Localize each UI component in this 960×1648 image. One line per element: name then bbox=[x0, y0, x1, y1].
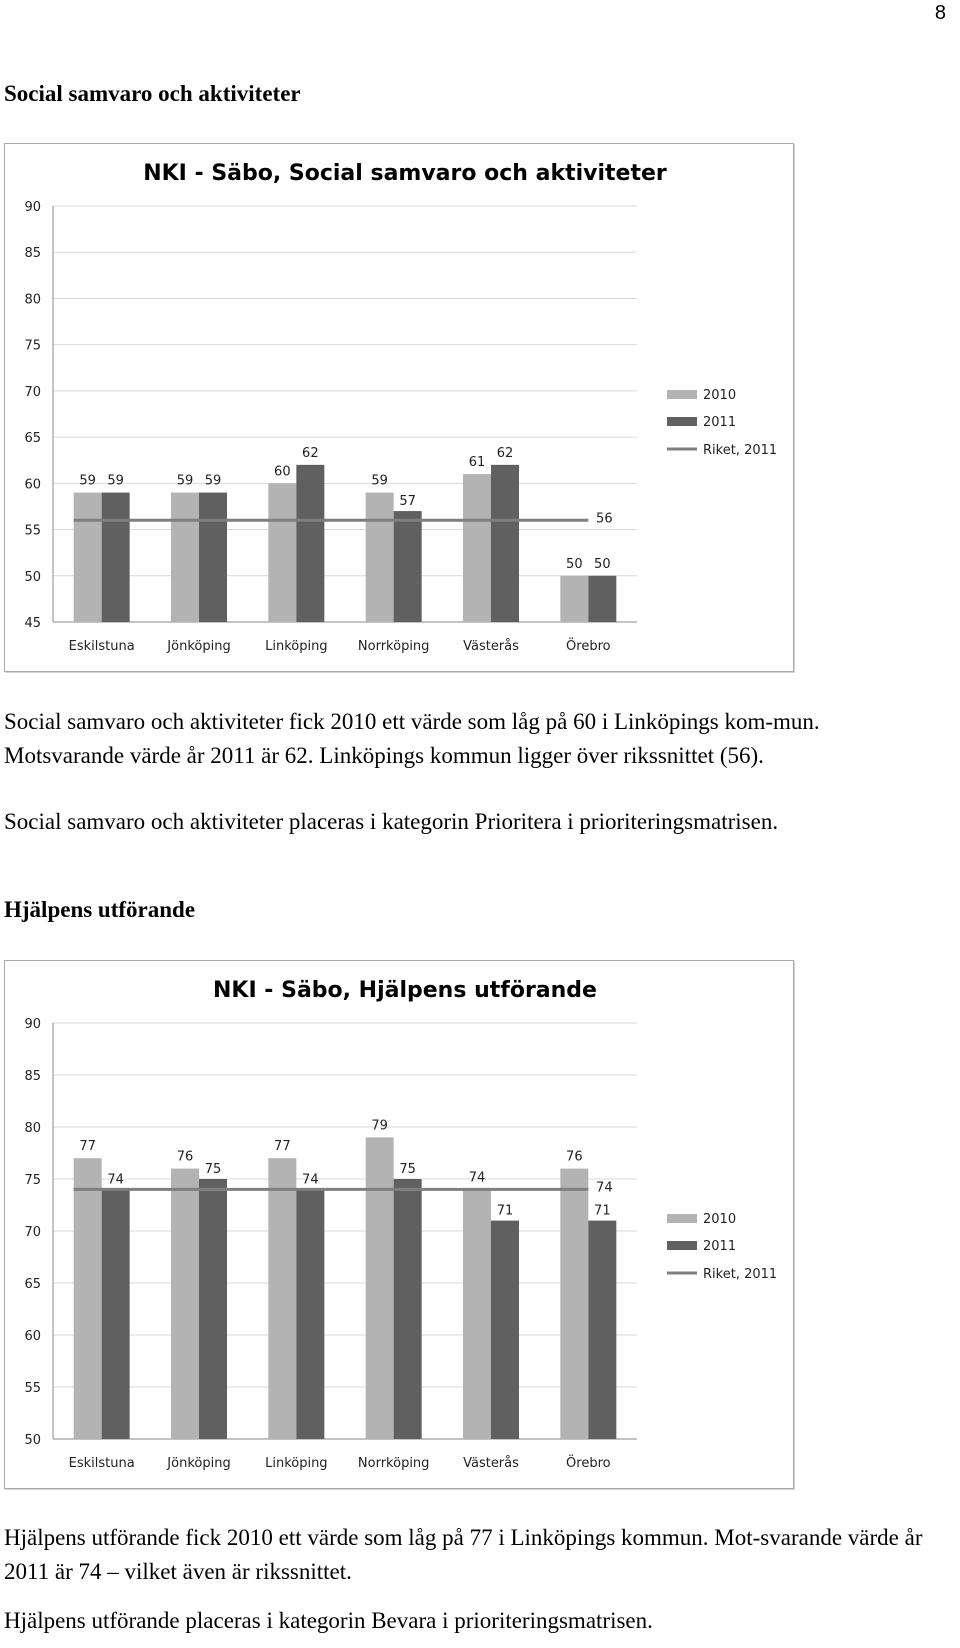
reference-line-label: 74 bbox=[596, 1180, 613, 1196]
x-tick-label-linköping: Linköping bbox=[265, 1456, 328, 1471]
y-tick-label-60: 60 bbox=[24, 477, 41, 493]
bar-2010-jönköping bbox=[171, 493, 199, 622]
bar-2010-linköping bbox=[268, 483, 296, 622]
bar-2011-eskilstuna bbox=[102, 493, 130, 622]
x-tick-label-linköping: Linköping bbox=[265, 639, 328, 654]
bar-2011-västerås bbox=[491, 1221, 519, 1439]
page-number: 8 bbox=[934, 2, 946, 24]
data-label-2011-örebro: 71 bbox=[594, 1203, 611, 1219]
x-tick-label-eskilstuna: Eskilstuna bbox=[68, 1456, 135, 1471]
x-tick-label-jönköping: Jönköping bbox=[167, 1456, 231, 1471]
legend-swatch-2010 bbox=[667, 1214, 697, 1223]
data-label-2010-örebro: 50 bbox=[566, 556, 583, 572]
chart-social-samvaro bbox=[4, 143, 794, 672]
chart-title: NKI - Säbo, Hjälpens utförande bbox=[213, 978, 597, 1003]
bar-2010-jönköping bbox=[171, 1169, 199, 1439]
bar-2011-eskilstuna bbox=[102, 1189, 130, 1439]
bar-2010-västerås bbox=[463, 1189, 491, 1439]
data-label-2010-norrköping: 59 bbox=[371, 473, 388, 489]
data-label-2010-västerås: 74 bbox=[468, 1170, 486, 1186]
data-label-2010-jönköping: 59 bbox=[176, 473, 194, 489]
legend-label-2011: 2011 bbox=[703, 1239, 737, 1254]
x-tick-label-jönköping: Jönköping bbox=[167, 639, 231, 654]
y-tick-label-90: 90 bbox=[24, 1017, 41, 1032]
legend-label-riket: Riket, 2011 bbox=[703, 443, 778, 458]
x-tick-label-örebro: Örebro bbox=[566, 639, 611, 654]
paragraph-social-2: Social samvaro och aktiviteter placeras i kategorin Prioritera i prioriteringsmatrisen. bbox=[4, 809, 779, 834]
chart-hjalpens-svg bbox=[5, 961, 793, 1488]
x-tick-label-norrköping: Norrköping bbox=[357, 1456, 430, 1471]
y-tick-label-75: 75 bbox=[24, 1173, 41, 1188]
data-label-2010-eskilstuna: 77 bbox=[79, 1139, 96, 1155]
data-label-2010-norrköping: 79 bbox=[371, 1118, 388, 1134]
data-label-2011-eskilstuna: 59 bbox=[107, 473, 124, 489]
bar-2011-västerås bbox=[491, 465, 519, 622]
data-label-2011-eskilstuna: 74 bbox=[107, 1172, 124, 1188]
bar-2010-norrköping bbox=[366, 493, 394, 622]
data-label-2010-västerås: 61 bbox=[468, 455, 486, 471]
bar-2011-jönköping bbox=[199, 1179, 227, 1439]
bar-2010-norrköping bbox=[366, 1137, 394, 1439]
data-label-2011-norrköping: 57 bbox=[399, 494, 416, 510]
legend-swatch-2010 bbox=[667, 390, 697, 399]
bar-2011-linköping bbox=[296, 1189, 324, 1439]
bar-2010-västerås bbox=[463, 474, 491, 622]
data-label-2010-linköping: 60 bbox=[274, 464, 291, 480]
legend-label-2010: 2010 bbox=[703, 388, 737, 403]
y-tick-label-90: 90 bbox=[24, 200, 41, 215]
bar-2011-jönköping bbox=[199, 493, 227, 622]
x-tick-label-västerås: Västerås bbox=[463, 639, 519, 654]
bar-2010-eskilstuna bbox=[74, 1158, 102, 1439]
legend-swatch-2011 bbox=[667, 1241, 697, 1250]
legend-label-riket: Riket, 2011 bbox=[703, 1267, 778, 1282]
y-tick-label-80: 80 bbox=[24, 1121, 41, 1136]
y-tick-label-75: 75 bbox=[24, 338, 41, 354]
data-label-2010-linköping: 77 bbox=[274, 1139, 291, 1155]
data-label-2011-jönköping: 75 bbox=[204, 1162, 222, 1177]
y-tick-label-65: 65 bbox=[24, 431, 41, 447]
section-heading-social: Social samvaro och aktiviteter bbox=[4, 81, 301, 106]
section-heading-hjalpens: Hjälpens utförande bbox=[4, 897, 196, 922]
bar-2011-norrköping bbox=[394, 511, 422, 622]
chart-title: NKI - Säbo, Social samvaro och aktiviteter bbox=[143, 161, 667, 186]
y-tick-label-45: 45 bbox=[24, 616, 41, 631]
bar-2011-örebro bbox=[588, 1221, 616, 1439]
paragraph-hjalpens-1: Hjälpens utförande fick 2010 ett värde som låg på 77 i Linköpings kommun. Mot-svarande värde år 2011 är 74 – vilket även är rikssnittet. bbox=[4, 1525, 923, 1584]
bar-2011-örebro bbox=[588, 576, 616, 622]
bar-2010-linköping bbox=[268, 1158, 296, 1439]
y-tick-label-60: 60 bbox=[24, 1329, 41, 1344]
data-label-2011-västerås: 71 bbox=[496, 1203, 514, 1219]
chart-hjalpens-utforande bbox=[4, 960, 794, 1489]
data-label-2011-linköping: 62 bbox=[302, 445, 319, 461]
data-label-2010-eskilstuna: 59 bbox=[79, 473, 96, 489]
bar-2010-örebro bbox=[560, 576, 588, 622]
data-label-2011-jönköping: 59 bbox=[204, 473, 222, 489]
paragraph-hjalpens-2: Hjälpens utförande placeras i kategorin Bevara i prioriteringsmatrisen. bbox=[4, 1608, 653, 1633]
x-tick-label-örebro: Örebro bbox=[566, 1456, 611, 1471]
data-label-2011-norrköping: 75 bbox=[399, 1162, 416, 1177]
data-label-2010-örebro: 76 bbox=[566, 1149, 583, 1165]
y-tick-label-55: 55 bbox=[24, 523, 41, 539]
data-label-2011-linköping: 74 bbox=[302, 1172, 319, 1188]
y-tick-label-50: 50 bbox=[24, 1433, 41, 1448]
reference-line-label: 56 bbox=[596, 511, 613, 527]
bar-2010-örebro bbox=[560, 1169, 588, 1439]
data-label-2011-västerås: 62 bbox=[496, 445, 514, 461]
y-tick-label-70: 70 bbox=[24, 1225, 41, 1240]
legend-label-2011: 2011 bbox=[703, 415, 737, 430]
x-tick-label-norrköping: Norrköping bbox=[357, 639, 430, 654]
paragraph-social-1: Social samvaro och aktiviteter fick 2010 ett värde som låg på 60 i Linköpings kom-mun. Motsvarande värde år 2011 är 62. Linköpings kommun ligger över rikssnittet (56). bbox=[4, 709, 820, 768]
y-tick-label-85: 85 bbox=[24, 1069, 41, 1084]
y-tick-label-85: 85 bbox=[24, 246, 41, 262]
y-tick-label-55: 55 bbox=[24, 1381, 41, 1396]
data-label-2011-örebro: 50 bbox=[594, 556, 611, 572]
bar-2010-eskilstuna bbox=[74, 493, 102, 622]
x-tick-label-eskilstuna: Eskilstuna bbox=[68, 639, 135, 654]
y-tick-label-70: 70 bbox=[24, 384, 41, 400]
x-tick-label-västerås: Västerås bbox=[463, 1456, 519, 1471]
bar-2011-linköping bbox=[296, 465, 324, 622]
data-label-2010-jönköping: 76 bbox=[176, 1149, 194, 1165]
legend-label-2010: 2010 bbox=[703, 1212, 737, 1227]
y-tick-label-65: 65 bbox=[24, 1277, 41, 1292]
y-tick-label-80: 80 bbox=[24, 292, 41, 308]
legend-swatch-2011 bbox=[667, 417, 697, 426]
chart-social-svg bbox=[5, 144, 793, 671]
bar-2011-norrköping bbox=[394, 1179, 422, 1439]
y-tick-label-50: 50 bbox=[24, 569, 41, 585]
